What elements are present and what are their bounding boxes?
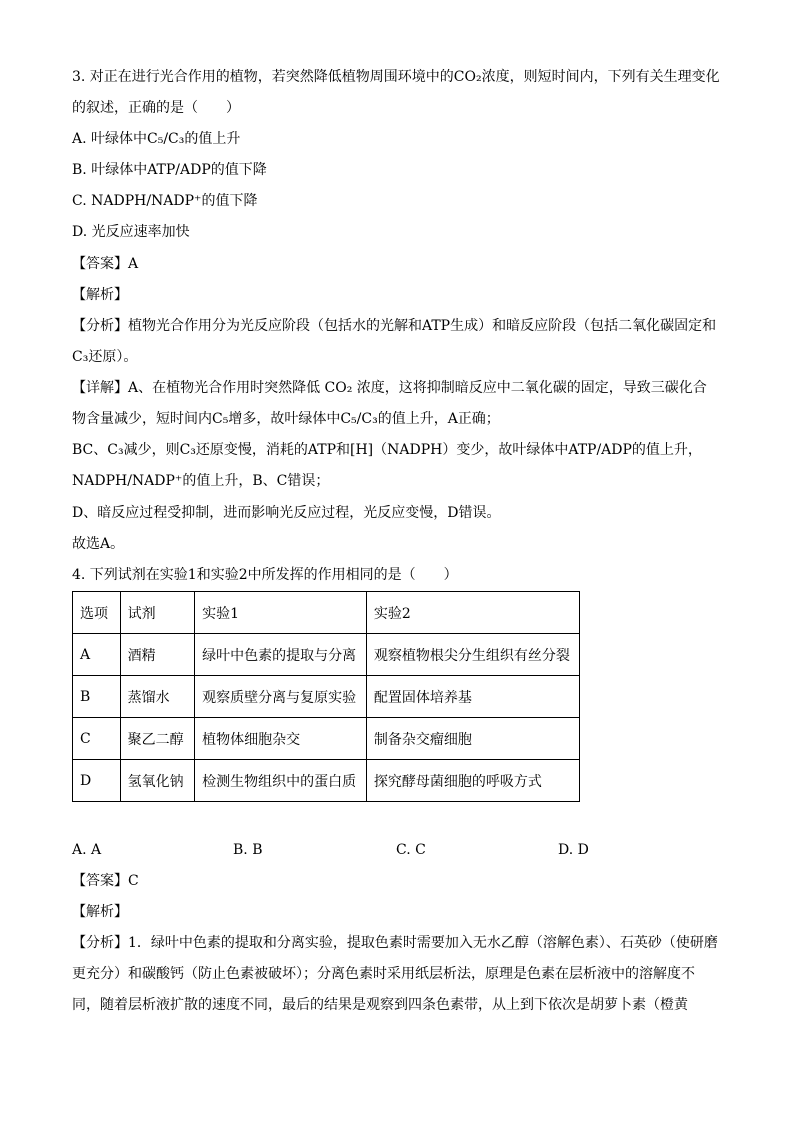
table-row xyxy=(73,718,580,760)
table-cell: 酒精 xyxy=(120,634,194,676)
q3-fenxi-line-1: 【分析】植物光合作用分为光反应阶段（包括水的光解和ATP生成）和暗反应阶段（包括二氧化碳固定和 xyxy=(72,318,717,334)
q3-answer: 【答案】A xyxy=(72,256,139,272)
table-row xyxy=(73,676,580,718)
q3-analysis-title: 【解析】 xyxy=(72,287,128,303)
table-header-cell: 实验1 xyxy=(195,592,367,634)
q3-stem-line-1: 3. 对正在进行光合作用的植物，若突然降低植物周围环境中的CO₂浓度，则短时间内，下列有关生理变化 xyxy=(72,69,720,85)
table-cell: 配置固体培养基 xyxy=(366,676,579,718)
q3-stem-line-2: 的叙述，正确的是（ ） xyxy=(72,100,240,116)
q3-option-c: C. NADPH/NADP⁺的值下降 xyxy=(72,193,258,209)
table-header-cell: 试剂 xyxy=(120,592,194,634)
q4-choice-b: B. B xyxy=(233,842,263,858)
table-cell: 聚乙二醇 xyxy=(120,718,194,760)
q3-fenxi-line-2: C₃还原）。 xyxy=(72,349,138,365)
q4-fenxi-line-1: 【分析】1．绿叶中色素的提取和分离实验，提取色素时需要加入无水乙醇（溶解色素）、石英砂（使研磨 xyxy=(72,935,718,951)
table-cell: 植物体细胞杂交 xyxy=(195,718,367,760)
table-header-row xyxy=(73,592,580,634)
table-row xyxy=(73,760,580,802)
q4-fenxi-line-3: 同，随着层析液扩散的速度不同，最后的结果是观察到四条色素带，从上到下依次是胡萝卜素（橙黄 xyxy=(72,997,688,1013)
q4-choice-a: A. A xyxy=(72,842,102,858)
table-row xyxy=(73,634,580,676)
table-cell: A xyxy=(73,634,121,676)
q3-conclusion: 故选A。 xyxy=(72,536,125,552)
q3-option-d: D. 光反应速率加快 xyxy=(72,224,190,240)
table-header-cell: 选项 xyxy=(73,592,121,634)
table-header-cell: 实验2 xyxy=(366,592,579,634)
q3-detail-line-2: 物含量减少，短时间内C₅增多，故叶绿体中C₅/C₃的值上升，A正确； xyxy=(72,411,500,427)
q3-option-b: B. 叶绿体中ATP/ADP的值下降 xyxy=(72,162,267,178)
q4-stem: 4. 下列试剂在实验1和实验2中所发挥的作用相同的是（ ） xyxy=(72,567,458,583)
table-cell: 观察植物根尖分生组织有丝分裂 xyxy=(366,634,579,676)
table-cell: 观察质壁分离与复原实验 xyxy=(195,676,367,718)
table-cell: 氢氧化钠 xyxy=(120,760,194,802)
table-cell: B xyxy=(73,676,121,718)
q4-answer: 【答案】C xyxy=(72,873,139,889)
q4-choice-c: C. C xyxy=(396,842,426,858)
q3-detail-line-5: D、暗反应过程受抑制，进而影响光反应过程，光反应变慢，D错误。 xyxy=(72,505,501,521)
q4-choice-d: D. D xyxy=(558,842,589,858)
q3-option-a: A. 叶绿体中C₅/C₃的值上升 xyxy=(72,131,241,147)
table-cell: C xyxy=(73,718,121,760)
table-cell: 探究酵母菌细胞的呼吸方式 xyxy=(366,760,579,802)
table-cell: D xyxy=(73,760,121,802)
table-cell: 蒸馏水 xyxy=(120,676,194,718)
table-cell: 绿叶中色素的提取与分离 xyxy=(195,634,367,676)
q3-detail-line-3: BC、C₃减少，则C₃还原变慢，消耗的ATP和[H]（NADPH）变少，故叶绿体中ATP/ADP的值上升， xyxy=(72,442,702,458)
q4-fenxi-line-2: 更充分）和碳酸钙（防止色素被破坏）；分离色素时采用纸层析法，原理是色素在层析液中的溶解度不 xyxy=(72,966,695,982)
q4-options-table xyxy=(72,591,580,802)
q4-analysis-title: 【解析】 xyxy=(72,904,128,920)
q3-detail-line-1: 【详解】A、在植物光合作用时突然降低 CO₂ 浓度，这将抑制暗反应中二氧化碳的固定，导致三碳化合 xyxy=(72,380,707,396)
table-cell: 制备杂交瘤细胞 xyxy=(366,718,579,760)
table-cell: 检测生物组织中的蛋白质 xyxy=(195,760,367,802)
q3-detail-line-4: NADPH/NADP⁺的值上升，B、C错误； xyxy=(72,473,330,489)
